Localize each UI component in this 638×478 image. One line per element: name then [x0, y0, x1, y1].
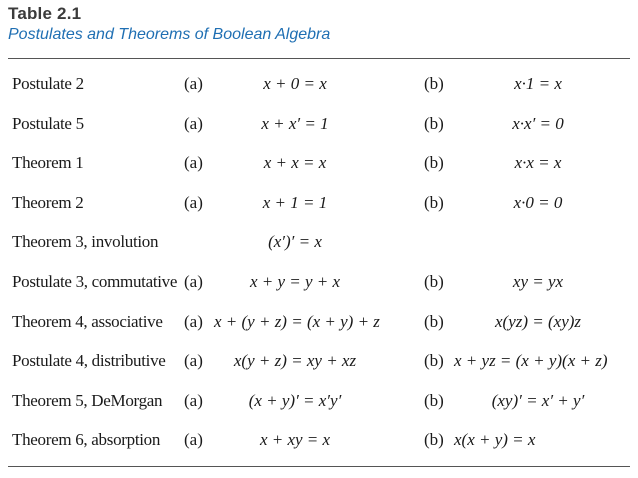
part-a-expression: x + xy = x: [259, 430, 331, 450]
row-name: Postulate 2: [12, 74, 84, 93]
part-b-expression: x·x = x: [514, 153, 562, 173]
part-b-expression: (xy)′ = x′ + y′: [491, 390, 585, 410]
part-a-expression: x + x′ = 1: [261, 113, 329, 133]
part-a-label: (a): [184, 430, 203, 450]
row-name: Theorem 2: [12, 192, 84, 212]
part-a-label: (a): [184, 192, 203, 212]
involution-expression: (x′)′ = x: [268, 232, 322, 252]
table-row-theorem-1: [0, 149, 638, 189]
part-a-expression: x + (y + z) = (x + y) + z: [214, 311, 380, 331]
part-b-label: (b): [424, 74, 444, 93]
part-a-label: (a): [184, 271, 203, 291]
table-top-rule: [8, 58, 630, 59]
part-b-expression: x(x + y) = x: [454, 430, 536, 450]
row-name: Theorem 4, associative: [12, 311, 163, 331]
part-a-label: (a): [184, 311, 203, 331]
part-a-label: (a): [184, 74, 203, 93]
part-a-expression: x + 1 = 1: [262, 192, 328, 212]
table-row-theorem-2: [0, 189, 638, 229]
table-row-theorem-4: [0, 308, 638, 348]
row-name: Theorem 6, absorption: [12, 430, 161, 450]
part-b-expression: xy = yx: [512, 271, 564, 291]
part-b-expression: x·0 = 0: [513, 192, 563, 212]
part-b-label: (b): [424, 113, 444, 133]
part-b-label: (b): [424, 271, 444, 291]
table-caption: Postulates and Theorems of Boolean Algebra: [8, 26, 331, 43]
row-name: Theorem 1: [12, 153, 84, 173]
row-name: Postulate 4, distributive: [12, 351, 166, 371]
row-name: Theorem 5, DeMorgan: [12, 390, 163, 410]
part-a-label: (a): [184, 390, 203, 410]
table-bottom-rule: [8, 466, 630, 467]
part-b-label: (b): [424, 192, 444, 212]
row-name: Postulate 5: [12, 113, 84, 133]
part-a-expression: x + x = x: [263, 153, 327, 173]
part-a-expression: (x + y)′ = x′y′: [248, 390, 342, 410]
table-row-theorem-5: [0, 387, 638, 427]
row-name: Postulate 3, commutative: [12, 271, 178, 291]
table-row-postulate-2: [0, 70, 638, 110]
part-b-expression: x·x′ = 0: [512, 113, 564, 133]
part-a-expression: x + 0 = x: [263, 74, 327, 93]
table-row-postulate-3: [0, 268, 638, 308]
part-a-label: (a): [184, 153, 203, 173]
part-b-label: (b): [424, 311, 444, 331]
row-name: Theorem 3, involution: [12, 232, 159, 252]
table-row-theorem-6: [0, 426, 638, 466]
part-a-expression: x(y + z) = xy + xz: [233, 351, 357, 371]
part-a-expression: x + y = y + x: [249, 271, 341, 291]
table-body: [0, 70, 638, 466]
table-row-postulate-4: [0, 347, 638, 387]
table-row-postulate-5: [0, 110, 638, 150]
part-b-expression: x·1 = x: [514, 74, 562, 93]
part-b-expression: x(yz) = (xy)z: [494, 311, 582, 331]
part-b-label: (b): [424, 153, 444, 173]
table-number: Table 2.1: [8, 4, 82, 23]
part-b-expression: x + yz = (x + y)(x + z): [454, 351, 608, 371]
part-a-label: (a): [184, 113, 203, 133]
part-b-label: (b): [424, 351, 444, 371]
part-a-label: (a): [184, 351, 203, 371]
table-row-theorem-3: [0, 228, 638, 268]
part-b-label: (b): [424, 390, 444, 410]
part-b-label: (b): [424, 430, 444, 450]
